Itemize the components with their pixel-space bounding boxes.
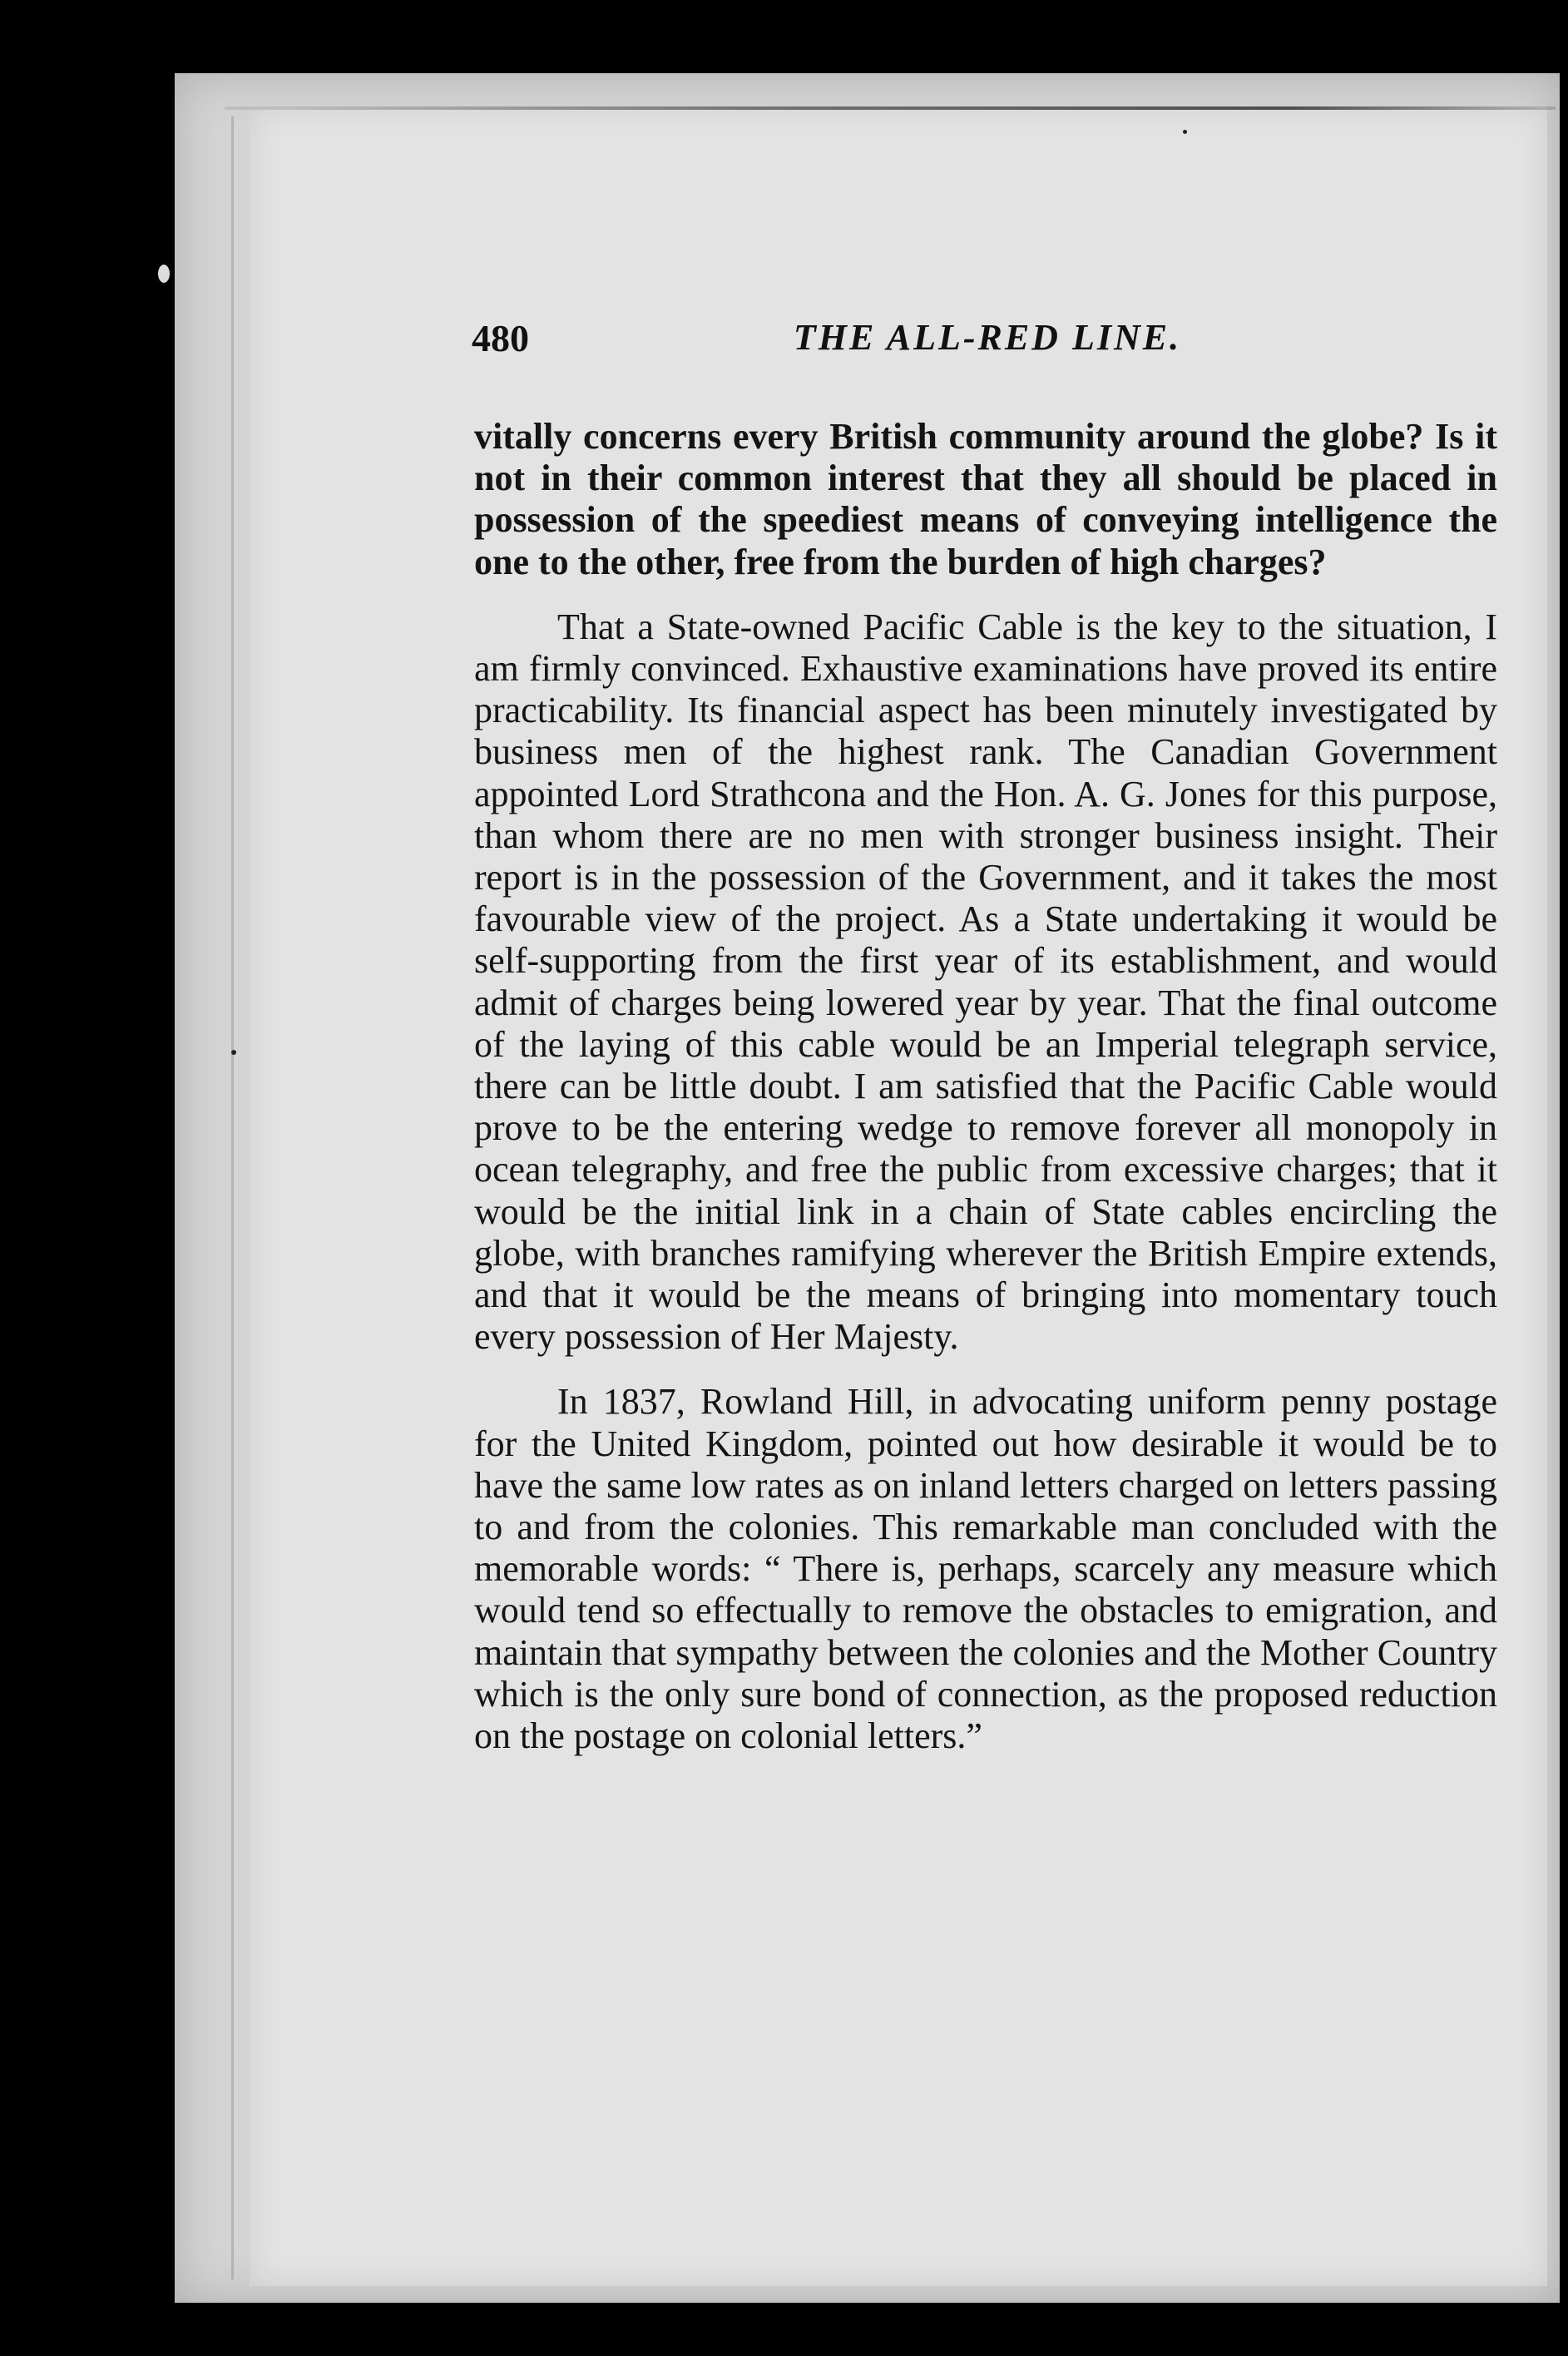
dust-speck	[231, 1050, 236, 1055]
running-title: THE ALL-RED LINE.	[793, 317, 1182, 358]
body-text	[474, 416, 1497, 1780]
paragraph: vitally concerns every British community around the globe? Is it not in their common interest that they all should be placed in possession of the speediest means of conveying intelligence the one to the other, free from the burden of high charges?	[474, 416, 1497, 582]
page-fold-line	[231, 116, 234, 2279]
page-number: 480	[472, 317, 529, 359]
dust-speck	[1183, 130, 1187, 134]
page-edge-line	[225, 106, 1556, 110]
page-header	[472, 316, 1503, 374]
paragraph: That a State-owned Pacific Cable is the key to the situation, I am firmly convinced. Exhaustive examinations have proved its entire practicability. Its financial aspect has been minutely investigated by business men of the highest rank. The Canadian Government appointed Lord Strathcona and the Hon. A. G. Jones for this purpose, than whom there are no men with stronger business insight. Their report is in the possession of the Government, and it takes the most favourable view of the project. As a State undertaking it would be self-supporting from the first year of its establishment, and would admit of charges being lowered year by year. That the final outcome of the laying of this cable would be an Imperial telegraph service, there can be little doubt. I am satisfied that the Pacific Cable would prove to be the entering wedge to remove forever all monopoly in ocean telegraphy, and free the public from excessive charges; that it would be the initial link in a chain of State cables encircling the globe, with branches ramifying wherever the British Empire extends, and that it would be the means of bringing into momentary touch every possession of Her Majesty.	[474, 606, 1497, 1358]
paragraph: In 1837, Rowland Hill, in advocating uniform penny postage for the United Kingdom, pointed out how desirable it would be to have the same low rates as on inland letters charged on letters passing to and from the colonies. This remarkable man concluded with the memorable words: “ There is, perhaps, scarcely any measure which would tend so effectually to remove the obstacles to emigration, and maintain that sympathy between the colonies and the Mother Country which is the only sure bond of connection, as the proposed reduction on the postage on colonial letters.”	[474, 1381, 1497, 1757]
dust-speck	[158, 265, 170, 283]
